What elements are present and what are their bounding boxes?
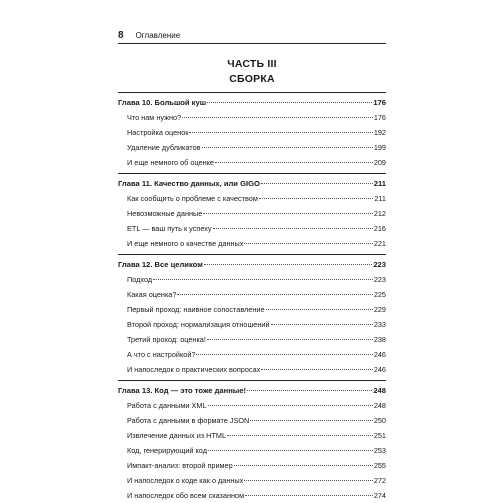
section-entry[interactable] [118, 473, 386, 488]
section-entry[interactable] [118, 347, 386, 362]
page-number: 8 [118, 30, 124, 41]
section-entry[interactable] [118, 332, 386, 347]
dot-leader [247, 390, 372, 391]
section-title: Второй проход: нормализация отношений [127, 320, 270, 329]
section-page: 199 [373, 143, 386, 152]
section-entry[interactable] [118, 488, 386, 503]
section-title: Что нам нужно? [127, 113, 182, 122]
dot-leader [203, 213, 372, 214]
section-title: Работа с данными в формате JSON [127, 416, 250, 425]
section-entry[interactable] [118, 125, 386, 140]
section-page: 250 [373, 416, 386, 425]
section-page: 229 [373, 305, 386, 314]
section-title: Подход [127, 275, 153, 284]
chapter-entry[interactable] [118, 257, 386, 272]
dot-leader [261, 183, 373, 184]
dot-leader [208, 405, 373, 406]
dot-leader [207, 339, 373, 340]
section-entry[interactable] [118, 191, 386, 206]
dot-leader [227, 435, 373, 436]
section-title: ETL — ваш путь к успеху [127, 224, 212, 233]
dot-leader [261, 369, 373, 370]
chapter-title: Глава 11. Качество данных, или GIGO [118, 179, 260, 188]
dot-leader [250, 420, 373, 421]
section-title: Невозможные данные [127, 209, 203, 218]
section-page: 211 [374, 194, 386, 203]
section-page: 209 [373, 158, 386, 167]
section-page: 192 [373, 128, 386, 137]
section-entry[interactable] [118, 428, 386, 443]
section-title: И еще немного об оценке [127, 158, 214, 167]
chapter-entry[interactable] [118, 95, 386, 110]
section-entry[interactable] [118, 362, 386, 377]
page-header [118, 30, 180, 41]
section-page: 246 [373, 365, 386, 374]
running-title: Оглавление [135, 31, 181, 40]
section-entry[interactable] [118, 287, 386, 302]
part-subtitle: СБОРКА [229, 73, 275, 85]
dot-leader [207, 102, 372, 103]
section-entry[interactable] [118, 302, 386, 317]
section-title: И напоследок о коде как о данных [127, 476, 244, 485]
dot-leader [182, 117, 373, 118]
section-page: 272 [373, 476, 386, 485]
section-entry[interactable] [118, 140, 386, 155]
dot-leader [259, 198, 373, 199]
section-entry[interactable] [118, 413, 386, 428]
toc-chapter [118, 173, 386, 251]
chapter-title: Глава 13. Код — это тоже данные! [118, 386, 247, 395]
dot-leader [234, 465, 373, 466]
section-title: И еще немного о качестве данных [127, 239, 244, 248]
table-of-contents [118, 92, 386, 503]
dot-leader [208, 450, 373, 451]
section-entry[interactable] [118, 443, 386, 458]
toc-chapter [118, 380, 386, 503]
section-entry[interactable] [118, 206, 386, 221]
dot-leader [245, 495, 373, 496]
section-title: Извлечение данных из HTML [127, 431, 227, 440]
section-page: 253 [373, 446, 386, 455]
section-title: А что с настройкой? [127, 350, 196, 359]
section-page: 221 [373, 239, 386, 248]
section-page: 251 [373, 431, 386, 440]
chapter-page: 176 [373, 98, 386, 107]
section-title: Удаление дубликатов [127, 143, 201, 152]
dot-leader [244, 243, 372, 244]
chapter-entry[interactable] [118, 383, 386, 398]
chapter-title: Глава 10. Большой куш [118, 98, 207, 107]
section-entry[interactable] [118, 272, 386, 287]
dot-leader [271, 324, 373, 325]
chapter-title: Глава 12. Все целиком [118, 260, 203, 269]
section-entry[interactable] [118, 458, 386, 473]
section-title: Третий проход: оценка! [127, 335, 206, 344]
part-title: ЧАСТЬ III [227, 58, 277, 70]
section-entry[interactable] [118, 317, 386, 332]
section-title: Работа с данными XML [127, 401, 207, 410]
section-page: 223 [373, 275, 386, 284]
chapter-page: 211 [373, 179, 386, 188]
section-entry[interactable] [118, 398, 386, 413]
dot-leader [153, 279, 373, 280]
section-page: 248 [373, 401, 386, 410]
section-title: Какая оценка? [127, 290, 177, 299]
chapter-entry[interactable] [118, 176, 386, 191]
section-page: 238 [373, 335, 386, 344]
chapter-page: 223 [373, 260, 386, 269]
toc-chapter [118, 92, 386, 170]
section-title: Первый проход: наивное сопоставление [127, 305, 265, 314]
chapter-page: 248 [373, 386, 386, 395]
section-page: 255 [373, 461, 386, 470]
header-rule [118, 43, 386, 44]
section-page: 216 [373, 224, 386, 233]
section-title: Импакт-анализ: второй пример [127, 461, 233, 470]
section-page: 274 [373, 491, 386, 500]
section-entry[interactable] [118, 155, 386, 170]
dot-leader [266, 309, 373, 310]
dot-leader [177, 294, 372, 295]
section-title: Код, генерирующий код [127, 446, 207, 455]
section-entry[interactable] [118, 236, 386, 251]
section-page: 233 [373, 320, 386, 329]
dot-leader [189, 132, 372, 133]
toc-chapter [118, 254, 386, 377]
section-entry[interactable] [118, 110, 386, 125]
section-page: 246 [373, 350, 386, 359]
dot-leader [196, 354, 372, 355]
dot-leader [213, 228, 373, 229]
section-page: 225 [373, 290, 386, 299]
part-heading [118, 57, 386, 87]
section-page: 176 [373, 113, 386, 122]
dot-leader [202, 147, 373, 148]
dot-leader [204, 264, 373, 265]
dot-leader [215, 162, 373, 163]
section-page: 212 [373, 209, 386, 218]
section-entry[interactable] [118, 221, 386, 236]
section-title: Как сообщить о проблеме с качеством [127, 194, 258, 203]
section-title: И напоследок о практических вопросах [127, 365, 261, 374]
section-title: И напоследок обо всем сказанном [127, 491, 245, 500]
dot-leader [244, 480, 373, 481]
section-title: Настройка оценок [127, 128, 189, 137]
